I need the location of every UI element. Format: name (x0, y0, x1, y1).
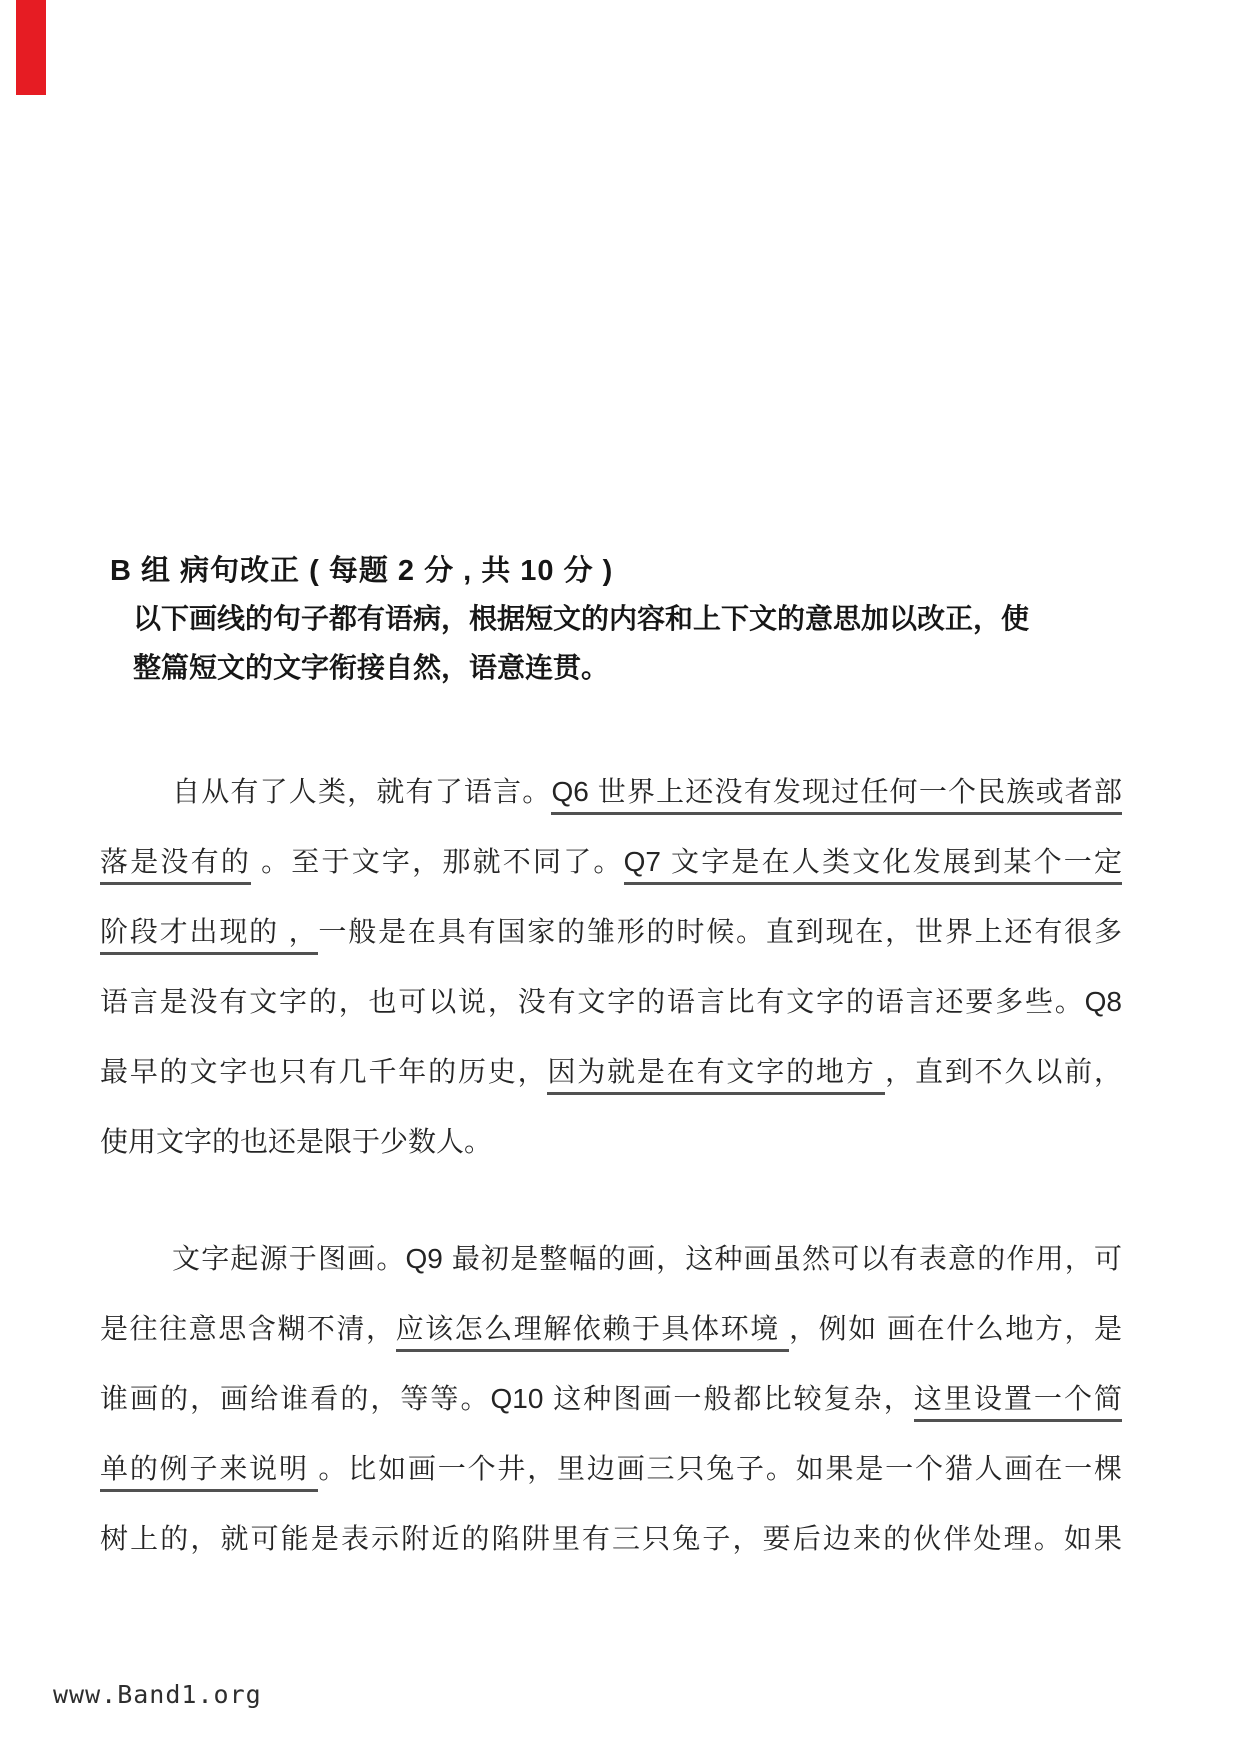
text-segment: 。至于文字，那就不同了。 (251, 846, 624, 877)
instruction-line: 以下画线的句子都有语病，根据短文的内容和上下文的意思加以改正，使 (133, 603, 1030, 634)
passage-line (100, 827, 1122, 897)
text-segment: 。比如画一个井，里边画三只兔子。如果是一个猎人画在一棵 (318, 1453, 1122, 1484)
passage-line (100, 1037, 1122, 1107)
text-segment: 树上的，就可能是表示附近的陷阱里有三只兔子，要后边来的伙伴处理。如果 (100, 1523, 1122, 1554)
footer-url: www.Band1.org (53, 1680, 262, 1709)
section-heading: B 组 病句改正 ( 每题 2 分 , 共 10 分 ) (110, 555, 614, 587)
red-corner-mark (16, 0, 46, 95)
section-instructions (133, 594, 1093, 692)
underlined-segment: 应该怎么理解依赖于具体环境 (396, 1313, 790, 1352)
text-segment: ，直到不久以前， (885, 1056, 1122, 1087)
underlined-segment: Q7 文字是在人类文化发展到某个一定 (624, 846, 1122, 885)
text-segment: 使用文字的也还是限于少数人。 (100, 1126, 493, 1157)
passage-paragraph (100, 757, 1122, 1177)
text-segment: 最早的文字也只有几千年的历史， (100, 1056, 548, 1087)
text-segment: 谁画的，画给谁看的，等等。Q10 这种图画一般都比较复杂， (100, 1383, 914, 1414)
passage-paragraph (100, 1224, 1122, 1574)
text-segment: 语言是没有文字的，也可以说，没有文字的语言比有文字的语言还要多些。Q8 (100, 986, 1122, 1017)
underlined-segment: 落是没有的 (100, 846, 251, 885)
passage-line (100, 1294, 1122, 1364)
underlined-segment: 单的例子来说明 (100, 1453, 318, 1492)
underlined-segment: 阶段才出现的 ， (100, 916, 318, 955)
text-segment: 是往往意思含糊不清， (100, 1313, 396, 1344)
passage-line (100, 1434, 1122, 1504)
passage-line (100, 1107, 1122, 1177)
text-segment: 一般是在具有国家的雏形的时候。直到现在，世界上还有很多 (318, 916, 1122, 947)
passage-line (100, 897, 1122, 967)
passage-line (100, 1504, 1122, 1574)
passage-line (100, 1224, 1122, 1294)
underlined-segment: 因为就是在有文字的地方 (547, 1056, 885, 1095)
underlined-segment: Q6 世界上还没有发现过任何一个民族或者部 (551, 776, 1122, 815)
underlined-segment: 这里设置一个简 (914, 1383, 1122, 1422)
text-segment: 自从有了人类，就有了语言。 (172, 776, 552, 807)
text-segment: 文字起源于图画。Q9 最初是整幅的画，这种画虽然可以有表意的作用，可 (172, 1243, 1122, 1274)
passage-line (100, 1364, 1122, 1434)
passage-line (100, 967, 1122, 1037)
passage-line (100, 757, 1122, 827)
text-segment: ，例如 画在什么地方，是 (789, 1313, 1123, 1344)
instruction-line: 整篇短文的文字衔接自然，语意连贯。 (133, 652, 610, 683)
